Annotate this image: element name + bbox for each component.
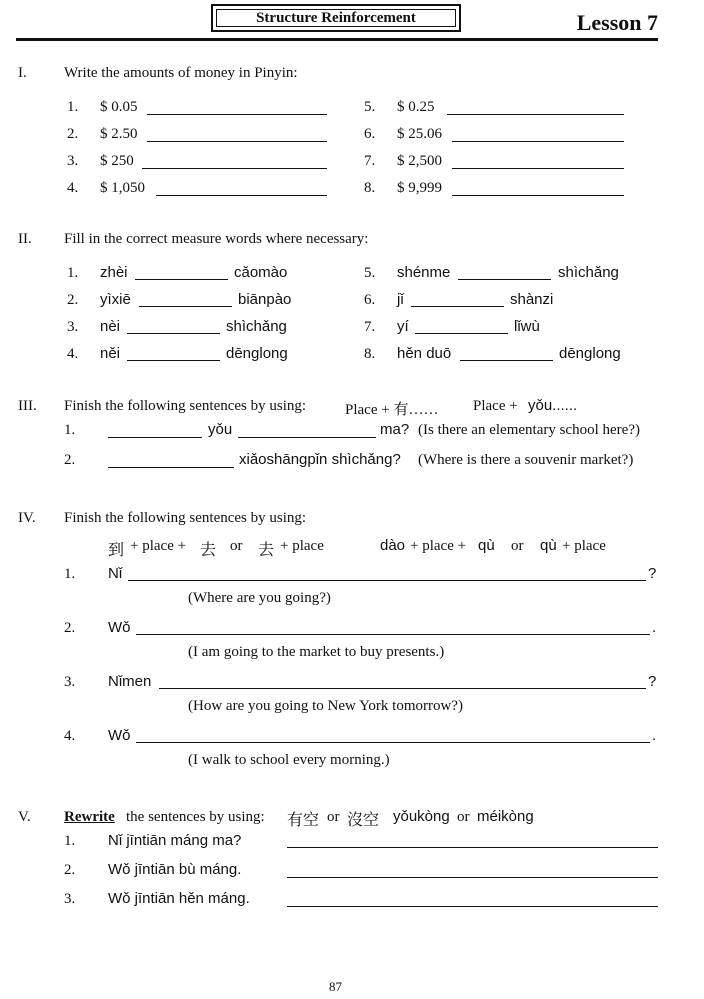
s3-item-end: ma?	[380, 421, 410, 438]
pattern-text: + place +	[410, 538, 467, 554]
s5-item-number: 3.	[64, 891, 76, 907]
section-3-instruction: Finish the following sentences by using:	[64, 398, 307, 414]
s4-item-translation: (Where are you going?)	[188, 590, 331, 606]
s1-item-number: 4.	[67, 180, 79, 196]
s2-item-number: 5.	[364, 265, 376, 281]
s2-item-noun: shànzi	[510, 291, 554, 308]
s4-item-start: Nǐmen	[108, 673, 152, 690]
hanzi-youkong: 有空	[287, 812, 320, 829]
answer-line[interactable]	[460, 360, 553, 361]
pinyin-meikong: méikòng	[477, 808, 534, 825]
s2-item-number: 2.	[67, 292, 79, 308]
s1-item-amount: $ 25.06	[397, 126, 442, 142]
s4-item-translation: (I am going to the market to buy presents.)	[188, 644, 445, 660]
s3-item-number: 2.	[64, 452, 76, 468]
answer-line[interactable]	[139, 306, 232, 307]
answer-line[interactable]	[287, 906, 658, 907]
s2-item-word: jǐ	[397, 291, 404, 308]
pattern-hanzi: 去	[258, 542, 275, 559]
s4-item-end: ?	[648, 673, 657, 690]
s2-item-noun: lǐwù	[514, 318, 540, 335]
s1-item-number: 5.	[364, 99, 376, 115]
s2-item-number: 4.	[67, 346, 79, 362]
section-3-number: III.	[18, 398, 37, 414]
s3-item-translation: (Is there an elementary school here?)	[418, 422, 640, 438]
s1-item-amount: $ 1,050	[100, 180, 145, 196]
answer-line[interactable]	[238, 437, 376, 438]
s4-item-end: ?	[648, 565, 657, 582]
s4-item-start: Wǒ	[108, 619, 131, 636]
s2-item-number: 6.	[364, 292, 376, 308]
lesson-label: Lesson 7	[576, 10, 658, 35]
s4-item-number: 1.	[64, 566, 76, 582]
answer-line[interactable]	[411, 306, 504, 307]
s4-item-end: .	[652, 727, 657, 744]
pattern-pinyin: qù	[540, 537, 557, 554]
s2-item-number: 7.	[364, 319, 376, 335]
title-box	[211, 4, 461, 32]
s2-item-noun: shìchǎng	[558, 264, 619, 281]
s2-item-noun: cǎomào	[234, 264, 288, 281]
section-3-pattern-2: Place +	[473, 398, 518, 414]
page-number: 87	[329, 979, 342, 994]
s2-item-word: yí	[397, 318, 409, 335]
s5-item-number: 2.	[64, 862, 76, 878]
answer-line[interactable]	[287, 847, 658, 848]
pattern-hanzi: 去	[200, 542, 217, 559]
s2-item-noun: biānpào	[238, 291, 292, 308]
section-1-instruction: Write the amounts of money in Pinyin:	[64, 65, 298, 81]
answer-line[interactable]	[136, 742, 650, 743]
answer-line[interactable]	[135, 279, 228, 280]
header-rule	[16, 38, 658, 41]
s1-item-number: 3.	[67, 153, 79, 169]
section-5-instruction-bold	[64, 809, 115, 826]
s5-item-number: 1.	[64, 833, 76, 849]
section-5-or: or	[327, 809, 340, 825]
section-2-instruction: Fill in the correct measure words where necessary:	[64, 231, 369, 247]
s2-item-word: yìxiē	[100, 291, 131, 308]
s3-item-translation: (Where is there a souvenir market?)	[418, 452, 634, 468]
answer-line[interactable]	[159, 688, 646, 689]
s5-item-sentence: Wǒ jīntiān bù máng.	[108, 861, 242, 878]
pattern-or: or	[230, 538, 243, 554]
answer-line[interactable]	[452, 168, 624, 169]
answer-line[interactable]	[287, 877, 658, 878]
s3-item-number: 1.	[64, 422, 76, 438]
answer-line[interactable]	[128, 580, 646, 581]
s3-item-word: xiǎoshāngpǐn shìchǎng?	[239, 451, 401, 468]
pattern-pinyin: dào	[380, 537, 406, 554]
section-4-instruction: Finish the following sentences by using:	[64, 510, 307, 526]
answer-line[interactable]	[415, 333, 508, 334]
answer-line[interactable]	[108, 467, 234, 468]
pattern-text: + place	[562, 538, 606, 554]
s2-item-noun: dēnglong	[226, 345, 288, 362]
section-5-instruction: the sentences by using:	[126, 809, 265, 825]
section-3-pattern-1: Place + 有……	[345, 402, 439, 418]
section-1-number: I.	[18, 65, 27, 81]
s2-item-noun: shìchǎng	[226, 318, 287, 335]
s2-item-word: nèi	[100, 318, 121, 335]
s1-item-number: 8.	[364, 180, 376, 196]
s4-item-number: 4.	[64, 728, 76, 744]
rewrite-word: Rewrite	[64, 809, 115, 825]
s2-item-number: 1.	[67, 265, 79, 281]
s1-item-amount: $ 9,999	[397, 180, 442, 196]
s4-item-translation: (How are you going to New York tomorrow?)	[188, 698, 463, 714]
s1-item-number: 6.	[364, 126, 376, 142]
answer-line[interactable]	[127, 333, 220, 334]
s2-item-word: něi	[100, 345, 121, 362]
pattern-text: + place	[280, 538, 324, 554]
pattern-or: or	[511, 538, 524, 554]
s1-item-number: 2.	[67, 126, 79, 142]
answer-line[interactable]	[147, 141, 327, 142]
section-5-number: V.	[18, 809, 31, 825]
answer-line[interactable]	[458, 279, 551, 280]
s2-item-word: zhèi	[100, 264, 128, 281]
pattern-pinyin: qù	[478, 537, 495, 554]
section-2-number: II.	[18, 231, 32, 247]
s1-item-amount: $ 250	[100, 153, 134, 169]
pinyin-youkong: yǒukòng	[393, 808, 450, 825]
s1-item-amount: $ 2,500	[397, 153, 442, 169]
answer-line[interactable]	[452, 195, 624, 196]
answer-line[interactable]	[147, 114, 327, 115]
s4-item-start: Wǒ	[108, 727, 131, 744]
answer-line[interactable]	[127, 360, 220, 361]
s1-item-amount: $ 0.25	[397, 99, 435, 115]
s2-item-word: hěn duō	[397, 345, 452, 362]
page-title: Structure Reinforcement	[216, 9, 456, 27]
s3-item-word: yǒu	[208, 421, 233, 438]
section-3-pattern-2-pinyin: yǒu......	[528, 397, 578, 414]
s1-item-number: 7.	[364, 153, 376, 169]
s4-item-end: .	[652, 619, 657, 636]
answer-line[interactable]	[142, 168, 327, 169]
answer-line[interactable]	[108, 437, 202, 438]
s1-item-amount: $ 2.50	[100, 126, 138, 142]
s1-item-amount: $ 0.05	[100, 99, 138, 115]
answer-line[interactable]	[136, 634, 650, 635]
s5-item-sentence: Nǐ jīntiān máng ma?	[108, 832, 242, 849]
s5-item-sentence: Wǒ jīntiān hěn máng.	[108, 890, 250, 907]
section-5-or-2: or	[457, 809, 470, 825]
s2-item-number: 3.	[67, 319, 79, 335]
pattern-text: + place +	[130, 538, 187, 554]
s4-item-number: 2.	[64, 620, 76, 636]
s2-item-number: 8.	[364, 346, 376, 362]
answer-line[interactable]	[447, 114, 624, 115]
section-4-number: IV.	[18, 510, 36, 526]
pattern-hanzi: 到	[108, 542, 125, 559]
s1-item-number: 1.	[67, 99, 79, 115]
hanzi-meikong: 沒空	[347, 812, 380, 829]
s2-item-word: shénme	[397, 264, 451, 281]
s4-item-translation: (I walk to school every morning.)	[188, 752, 390, 768]
s4-item-start: Nǐ	[108, 565, 123, 582]
answer-line[interactable]	[156, 195, 327, 196]
s4-item-number: 3.	[64, 674, 76, 690]
s2-item-noun: dēnglong	[559, 345, 621, 362]
answer-line[interactable]	[452, 141, 624, 142]
